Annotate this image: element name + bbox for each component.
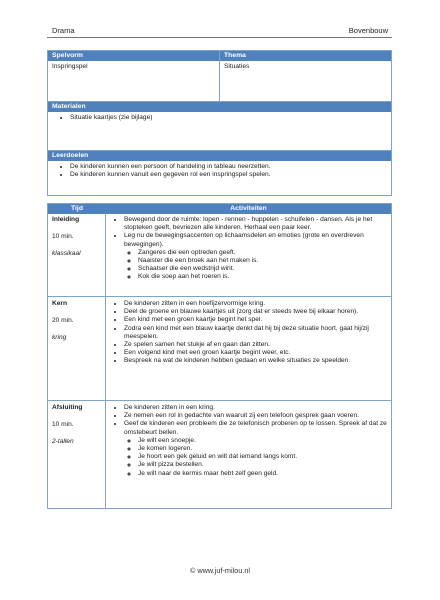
activity-item: • Een kind met een groen kaartje begint het spel. xyxy=(124,316,387,324)
phase-row-inleiding xyxy=(47,213,392,297)
materialen-item: • Situatie kaartjes (zie bijlage) xyxy=(70,114,387,122)
phase-name: Afsluiting xyxy=(52,404,83,411)
activity-item: • Een volgend kind met een groen kaartje begint weer, etc. xyxy=(124,349,387,357)
leerdoel-item: • De kinderen kunnen vanuit een gegeven rol een inspringspel spelen. xyxy=(70,171,387,179)
activity-item xyxy=(124,420,387,477)
phase-info xyxy=(48,401,106,508)
activity-item: • Ze spelen samen het stukje af en gaan dan zitten. xyxy=(124,341,387,349)
leerdoelen-list xyxy=(48,161,391,181)
phase-grouping: 2-tallen xyxy=(52,438,74,446)
materialen-box xyxy=(47,101,392,151)
phase-row-afsluiting xyxy=(47,401,392,509)
phase-grouping: klassikaal xyxy=(52,250,81,258)
activity-subitem: ◦ Je komen logeren. xyxy=(138,445,387,453)
copyright-footer: © www.juf-milou.nl xyxy=(189,566,251,575)
activity-item: • Bespreek na wat de kinderen hebben gedaan en welke situaties ze speelden. xyxy=(124,357,387,365)
phase-info xyxy=(48,297,106,400)
activity-text: Geef de kinderen een probleem die ze telefonisch proberen op te lossen. Spreek af dat ze omstebeurt bellen. xyxy=(124,420,387,436)
activity-item: • Ze nemen een rol in gedachte van waaruit zij een telefoon gesprek gaan voeren. xyxy=(124,412,387,420)
activity-subitem: ◦ Schaatser die een wedstrijd wint. xyxy=(138,265,387,273)
phase-name: Kern xyxy=(52,300,68,307)
activity-subitem: ◦ Naaister die een broek aan het maken is. xyxy=(138,257,387,265)
activity-text: Leg nu de bewegingsaccenten op lichaamsdelen en emoties (grote en overdreven bewegingen). xyxy=(124,232,364,248)
page-header xyxy=(52,26,388,35)
materialen-list xyxy=(48,112,391,124)
phase-activities xyxy=(106,297,391,400)
activity-subitem: ◦ Je wilt een snoepje. xyxy=(138,437,387,445)
phase-activities xyxy=(106,401,391,508)
phase-row-kern xyxy=(47,297,392,401)
leerdoel-item: • De kinderen kunnen een persoon of handeling in tableau neerzetten. xyxy=(70,163,387,171)
phase-info xyxy=(48,213,106,296)
leerdoelen-box xyxy=(47,150,392,196)
header-divider xyxy=(47,37,392,38)
spelvorm-section xyxy=(48,51,219,101)
level-label: Bovenbouw xyxy=(348,26,388,35)
activity-subitem: ◦ Kok die soep aan het roeren is. xyxy=(138,273,387,281)
leerdoelen-heading: Leerdoelen xyxy=(48,151,391,161)
thema-section xyxy=(219,51,391,101)
phase-grouping: kring xyxy=(52,334,67,342)
activity-subitem: ◦ Zangeres die een optreden geeft. xyxy=(138,249,387,257)
materialen-heading: Materialen xyxy=(48,102,391,112)
spelvorm-value: Inspringspel xyxy=(52,63,88,70)
phase-time: 10 min. xyxy=(52,421,74,429)
thema-heading: Thema xyxy=(220,51,391,61)
phase-name: Inleiding xyxy=(52,216,80,223)
activity-item: • De kinderen zitten in een kring. xyxy=(124,404,387,412)
activity-item: • De kinderen zitten in een hoefijzervormige kring. xyxy=(124,300,387,308)
activity-item: • Zodra een kind met een blauw kaartje denkt dat hij bij deze situatie hoort, gaat hij/zij meespelen. xyxy=(124,325,387,341)
activity-item: • Deel de groene en blauwe kaartjes uit (zorg dat er steeds twee bij elkaar horen). xyxy=(124,308,387,316)
subject-label: Drama xyxy=(52,26,75,35)
activiteiten-heading: Activiteiten xyxy=(230,205,267,212)
activity-subitem: ◦ Je wilt naar de kermis maar hebt zelf geen geld. xyxy=(138,470,387,478)
activity-subitem: ◦ Je hoort een gek geluid en wilt dat iemand langs komt. xyxy=(138,453,387,461)
tijd-heading: Tijd xyxy=(71,205,83,212)
phase-activities xyxy=(106,213,391,296)
activity-subitem: ◦ Je wilt pizza bestellen. xyxy=(138,461,387,469)
phase-time: 10 min. xyxy=(52,233,74,241)
thema-value: Situaties xyxy=(224,63,250,70)
activity-item: • Bewegend door de ruimte: lopen - rennen - huppelen - schuifelen - dansen. Als je het stopteken geeft, bevriezen alle kinderen. Herhaal een paar keer. xyxy=(124,216,387,232)
activity-item xyxy=(124,232,387,281)
phase-time: 20 min. xyxy=(52,317,74,325)
spelvorm-heading: Spelvorm xyxy=(48,51,219,61)
spelvorm-thema-box xyxy=(47,50,392,102)
